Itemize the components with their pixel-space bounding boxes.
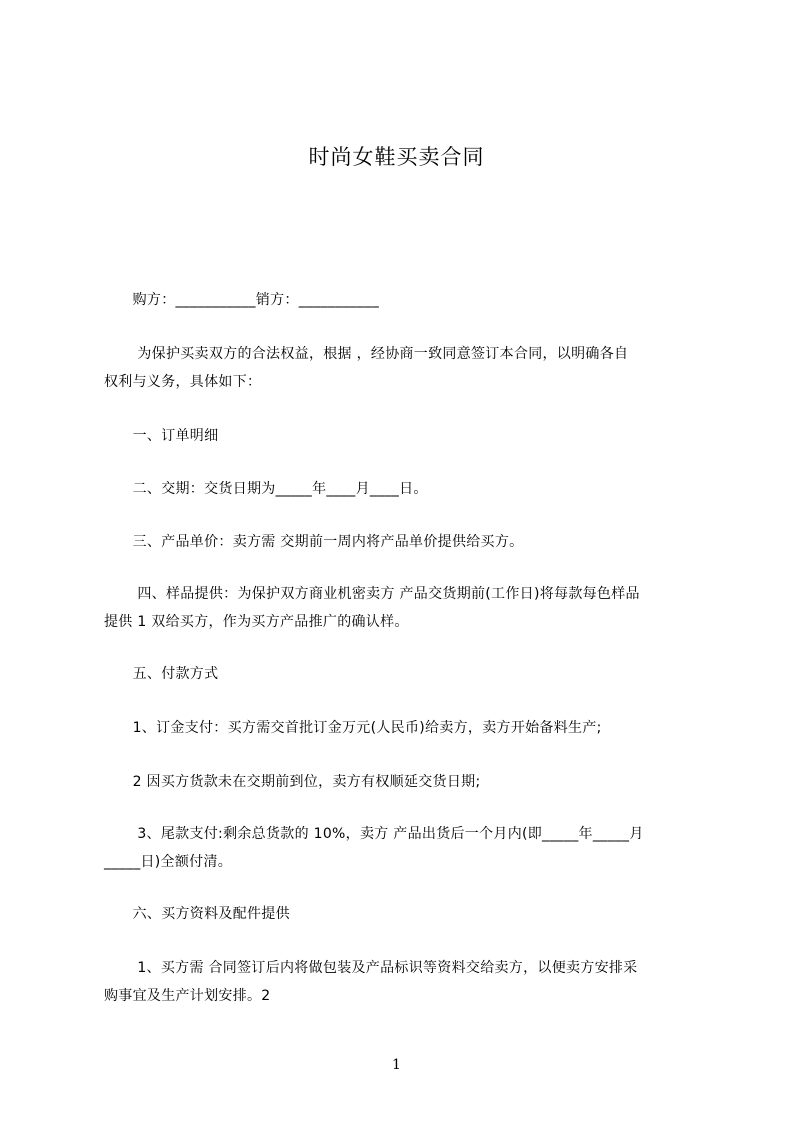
section-order-details-heading: 一、订单明细 [104, 428, 219, 444]
intro-line-1: 为保护买卖双方的合法权益，根据 ，经协商一致同意签订本合同，以明确各自 [104, 346, 629, 362]
materials-line-1: 1、买方需 合同签订后内将做包装及产品标识等资料交给卖方，以便卖方安排采 [104, 960, 638, 976]
payment-balance-paragraph [104, 820, 709, 876]
section-delivery-date: 二、交期：交货日期为_____年____月____日。 [104, 481, 428, 497]
samples-line-2: 提供 1 双给买方，作为买方产品推广的确认样。 [104, 614, 409, 630]
section-samples-paragraph [104, 580, 709, 636]
page-number: 1 [392, 1057, 401, 1073]
section-payment-heading: 五、付款方式 [104, 666, 219, 682]
parties-line: 购方：___________销方：___________ [104, 292, 379, 308]
payment-deposit-clause: 1、订金支付：买方需交首批订金万元(人民币)给卖方，卖方开始备料生产; [104, 720, 602, 736]
intro-paragraph [104, 340, 709, 396]
payment-delay-clause: 2 因买方货款未在交期前到位，卖方有权顺延交货日期; [104, 774, 481, 790]
balance-line-2: _____日)全额付清。 [104, 854, 233, 870]
section-unit-price: 三、产品单价：卖方需 交期前一周内将产品单价提供给买方。 [104, 534, 524, 550]
intro-line-2: 权利与义务，具体如下： [104, 374, 262, 390]
materials-clause-paragraph [104, 954, 709, 1010]
balance-line-1: 3、尾款支付:剩余总货款的 10%，卖方 产品出货后一个月内(即_____年_____月 [104, 826, 644, 842]
samples-line-1: 四、样品提供：为保护双方商业机密卖方 产品交货期前(工作日)将每款每色样品 [104, 586, 640, 602]
materials-line-2: 购事宜及生产计划安排。2 [104, 988, 271, 1004]
document-title: 时尚女鞋买卖合同 [308, 145, 485, 169]
section-materials-heading: 六、买方资料及配件提供 [104, 906, 290, 922]
